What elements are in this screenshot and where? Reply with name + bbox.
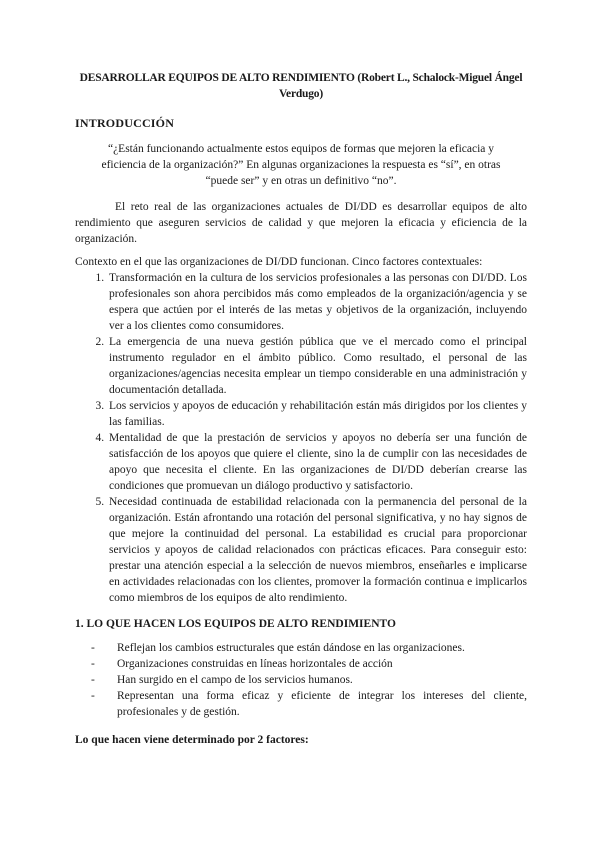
bullet-text: Representan una forma eficaz y eficiente de integrar los intereses del cliente, profesionales y de gestión. [117,690,527,718]
bullet-text: Organizaciones construidas en líneas horizontales de acción [117,658,393,670]
bullet-marker: - [91,658,95,670]
section1-heading: 1. LO QUE HACEN LOS EQUIPOS DE ALTO RENDIMIENTO [75,618,396,630]
document-title: DESARROLLAR EQUIPOS DE ALTO RENDIMIENTO (Robert L., Schalock-Miguel Ángel Verdugo) [79,72,523,100]
bullet-marker: - [91,642,95,654]
factors-list [75,270,527,606]
intro-heading: INTRODUCCIÓN [75,116,175,130]
bullet-item [91,688,527,720]
factor-item: 5. Necesidad continuada de estabilidad relacionada con la permanencia del personal de la organización. Están afrontando una rotación del personal significativa, y no hay signos de que mejore la continuidad del personal. La estabilidad es crucial para proporcionar servicios y apoyos de calidad relacionados con prácticas eficaces. Para conseguir esto: prestar una atención especial a la selección de nuevos miembros, enseñarles e implicarse en actividades relacionadas con los clientes, promover la formación continua e implicarlos como miembros de los equipos de alto rendimiento. [107,494,527,606]
intro-quote: “¿Están funcionando actualmente estos equipos de formas que mejoren la eficacia y eficiencia de la organización?” En algunas organizaciones la respuesta es “sí”, en otras “puede ser” y en otras un definitivo “no”. [101,143,501,187]
factors-heading: Lo que hacen viene determinado por 2 factores: [75,734,309,746]
factor-item: 2. La emergencia de una nueva gestión pública que ve el mercado como el principal instrumento regulador en el ámbito público. Como resultado, el personal de las organizaciones/agencias necesita emplear un tiempo considerable en una administración y documentación detallada. [107,334,527,398]
intro-paragraph: El reto real de las organizaciones actuales de DI/DD es desarrollar equipos de alto rendimiento que aseguren servicios de calidad y que mejoren la eficacia y eficiencia de la organización. [75,201,527,245]
bullet-marker: - [91,690,95,702]
bullet-text: Reflejan los cambios estructurales que están dándose en las organizaciones. [117,642,465,654]
bullet-item [91,672,527,688]
factor-item: 3. Los servicios y apoyos de educación y rehabilitación están más dirigidos por los clientes y las familias. [107,398,527,430]
bullet-item [91,656,527,672]
bullet-list [75,640,527,720]
factor-item: 4. Mentalidad de que la prestación de servicios y apoyos no debería ser una función de satisfacción de los apoyos que quiere el cliente, sino la de cumplir con las necesidades de apoyo que necesita el cliente. En las organizaciones de DI/DD deberían crearse las condiciones que promuevan un diálogo productivo y satisfactorio. [107,430,527,494]
bullet-item [91,640,527,656]
bullet-text: Han surgido en el campo de los servicios humanos. [117,674,353,686]
factor-item: 1. Transformación en la cultura de los servicios profesionales a las personas con DI/DD. Los profesionales son ahora percibidos más como empleados de la organización/agencia y se espera que actúen por el interés de las metas y objetivos de la organización, incluyendo ver a los clientes como consumidores. [107,270,527,334]
bullet-marker: - [91,674,95,686]
context-line: Contexto en el que las organizaciones de DI/DD funcionan. Cinco factores contextuales: [75,256,483,268]
